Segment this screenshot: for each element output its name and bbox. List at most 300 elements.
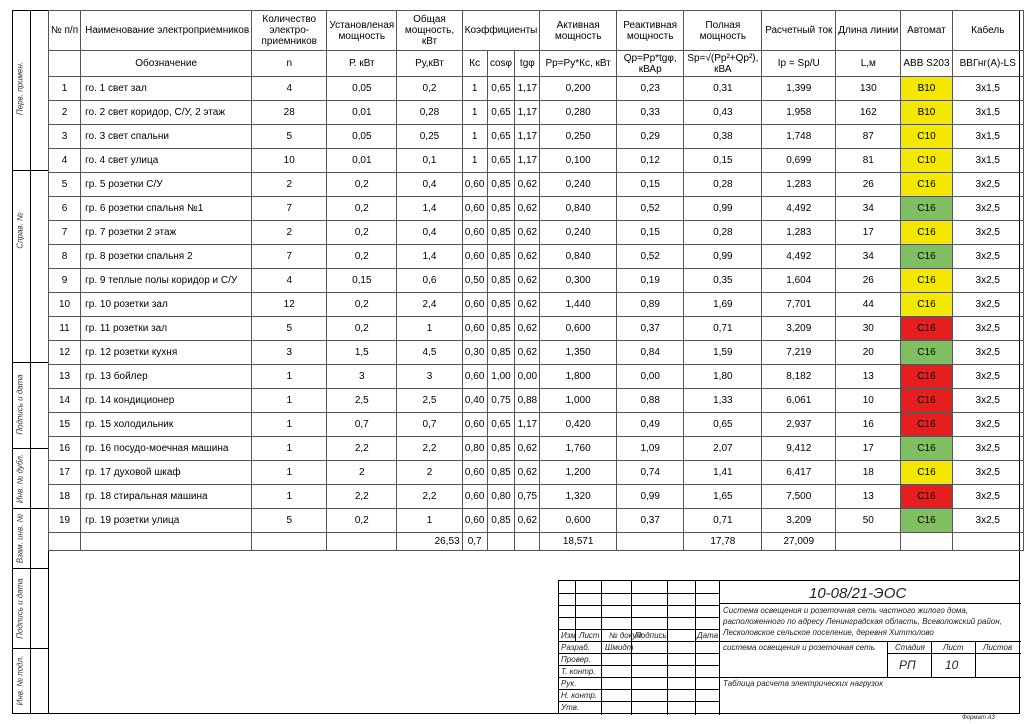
- row-total-power: 0,2: [397, 77, 462, 101]
- row-active-power: 0,280: [540, 101, 617, 125]
- row-name: го. 2 свет коридор, С/У, 2 этаж: [81, 101, 252, 125]
- hdr-breaker: Автомат: [901, 11, 952, 51]
- row-cos: 0,65: [487, 149, 515, 173]
- row-current: 1,748: [762, 125, 836, 149]
- stamp-head-signature: Подпись: [635, 631, 667, 640]
- row-full-power: 0,71: [684, 509, 762, 533]
- row-current: 8,182: [762, 365, 836, 389]
- stamp-sheet-number: 10: [945, 658, 959, 672]
- table-row: [49, 485, 1024, 509]
- row-num: 5: [49, 173, 81, 197]
- table-row: [49, 77, 1024, 101]
- row-name: гр. 8 розетки спальня 2: [81, 245, 252, 269]
- row-cos: 0,75: [487, 389, 515, 413]
- row-cos: 0,85: [487, 317, 515, 341]
- total-empty: [487, 533, 515, 551]
- row-kc: 0,30: [462, 341, 487, 365]
- margin-label-dup-inv: Инв. № дубл.: [15, 453, 25, 504]
- row-breaker: C16: [901, 245, 952, 269]
- row-kc: 0,60: [462, 485, 487, 509]
- row-name: гр. 7 розетки 2 этаж: [81, 221, 252, 245]
- row-name: гр. 6 розетки спальня №1: [81, 197, 252, 221]
- row-qty: 7: [252, 245, 327, 269]
- row-total-power: 2,2: [397, 485, 462, 509]
- row-kc: 0,60: [462, 413, 487, 437]
- row-active-power: 0,240: [540, 173, 617, 197]
- row-qty: 1: [252, 389, 327, 413]
- hdr2-n: n: [252, 51, 327, 77]
- hdr2-cable-type: ВВГнг(А)-LS: [952, 51, 1023, 77]
- row-reactive-power: 0,52: [616, 197, 683, 221]
- row-full-power: 1,41: [684, 461, 762, 485]
- row-num: 3: [49, 125, 81, 149]
- row-current: 1,604: [762, 269, 836, 293]
- row-kc: 1: [462, 149, 487, 173]
- row-full-power: 0,31: [684, 77, 762, 101]
- row-full-power: 1,33: [684, 389, 762, 413]
- row-length: 10: [836, 389, 901, 413]
- row-num: 11: [49, 317, 81, 341]
- row-current: 6,417: [762, 461, 836, 485]
- row-kc: 1: [462, 101, 487, 125]
- table-row: [49, 269, 1024, 293]
- row-cable: 3х1,5: [952, 77, 1023, 101]
- row-kc: 0,60: [462, 221, 487, 245]
- row-cos: 0,85: [487, 173, 515, 197]
- row-reactive-power: 0,37: [616, 509, 683, 533]
- row-reactive-power: 0,84: [616, 341, 683, 365]
- row-breaker: B10: [901, 77, 952, 101]
- row-breaker: C16: [901, 269, 952, 293]
- row-reactive-power: 0,37: [616, 317, 683, 341]
- row-total-power: 0,7: [397, 413, 462, 437]
- total-pp: 18,571: [540, 533, 617, 551]
- row-name: гр. 10 розетки зал: [81, 293, 252, 317]
- row-breaker: C16: [901, 293, 952, 317]
- total-kc: 0,7: [462, 533, 487, 551]
- stamp-head-change: Изм: [561, 631, 576, 640]
- row-total-power: 2,2: [397, 437, 462, 461]
- row-breaker: B10: [901, 101, 952, 125]
- row-name: гр. 17 духовой шкаф: [81, 461, 252, 485]
- hdr2-tg: tgφ: [515, 51, 540, 77]
- row-cos: 0,65: [487, 101, 515, 125]
- total-sp: 17,78: [684, 533, 762, 551]
- row-num: 15: [49, 413, 81, 437]
- row-length: 130: [836, 77, 901, 101]
- row-current: 1,283: [762, 173, 836, 197]
- row-qty: 5: [252, 317, 327, 341]
- row-qty: 1: [252, 413, 327, 437]
- hdr-name: Наименование электроприемников: [81, 11, 252, 51]
- hdr-num: № п/п: [49, 11, 81, 51]
- row-length: 13: [836, 365, 901, 389]
- row-cable: 3х2,5: [952, 221, 1023, 245]
- row-name: гр. 12 розетки кухня: [81, 341, 252, 365]
- row-cable: 3х2,5: [952, 365, 1023, 389]
- row-installed-power: 2,2: [327, 437, 397, 461]
- row-installed-power: 0,2: [327, 221, 397, 245]
- row-total-power: 1: [397, 317, 462, 341]
- row-current: 1,399: [762, 77, 836, 101]
- row-installed-power: 0,7: [327, 413, 397, 437]
- row-tg: 0,62: [515, 197, 540, 221]
- header-row-1: [49, 11, 1024, 51]
- row-reactive-power: 0,15: [616, 221, 683, 245]
- row-length: 87: [836, 125, 901, 149]
- row-active-power: 1,800: [540, 365, 617, 389]
- stamp-sheets-head: Листов: [983, 643, 1013, 652]
- row-cable: 3х1,5: [952, 101, 1023, 125]
- row-active-power: 0,300: [540, 269, 617, 293]
- row-tg: 0,62: [515, 509, 540, 533]
- row-cable: 3х1,5: [952, 149, 1023, 173]
- row-num: 9: [49, 269, 81, 293]
- row-total-power: 1,4: [397, 245, 462, 269]
- total-empty: [836, 533, 901, 551]
- row-name: гр. 14 кондиционер: [81, 389, 252, 413]
- hdr-installed-power: Установленая мощность: [327, 11, 397, 51]
- row-total-power: 0,25: [397, 125, 462, 149]
- row-breaker: C16: [901, 389, 952, 413]
- row-name: го. 1 свет зал: [81, 77, 252, 101]
- row-length: 81: [836, 149, 901, 173]
- row-full-power: 0,15: [684, 149, 762, 173]
- row-num: 13: [49, 365, 81, 389]
- row-name: гр. 18 стиральная машина: [81, 485, 252, 509]
- row-cable: 3х2,5: [952, 437, 1023, 461]
- row-tg: 1,17: [515, 413, 540, 437]
- row-full-power: 1,65: [684, 485, 762, 509]
- row-kc: 0,60: [462, 173, 487, 197]
- row-qty: 2: [252, 221, 327, 245]
- row-kc: 1: [462, 77, 487, 101]
- row-reactive-power: 0,99: [616, 485, 683, 509]
- row-tg: 0,62: [515, 221, 540, 245]
- row-breaker: C16: [901, 509, 952, 533]
- row-num: 16: [49, 437, 81, 461]
- row-installed-power: 0,2: [327, 293, 397, 317]
- row-cable: 3х2,5: [952, 389, 1023, 413]
- table-row: [49, 245, 1024, 269]
- total-empty: [952, 533, 1023, 551]
- row-breaker: C16: [901, 317, 952, 341]
- row-tg: 1,17: [515, 101, 540, 125]
- row-kc: 1: [462, 125, 487, 149]
- row-active-power: 1,440: [540, 293, 617, 317]
- row-active-power: 1,350: [540, 341, 617, 365]
- row-current: 4,492: [762, 197, 836, 221]
- row-tg: 1,17: [515, 125, 540, 149]
- hdr-full-power: Полная мощность: [684, 11, 762, 51]
- row-installed-power: 0,2: [327, 197, 397, 221]
- totals-row: [49, 533, 1024, 551]
- row-total-power: 0,4: [397, 221, 462, 245]
- row-qty: 1: [252, 437, 327, 461]
- total-empty: [515, 533, 540, 551]
- row-name: гр. 15 холодильник: [81, 413, 252, 437]
- table-row: [49, 149, 1024, 173]
- row-total-power: 0,6: [397, 269, 462, 293]
- stamp-head-date: Дата: [697, 631, 719, 640]
- row-reactive-power: 0,12: [616, 149, 683, 173]
- row-num: 12: [49, 341, 81, 365]
- row-kc: 0,60: [462, 461, 487, 485]
- row-active-power: 0,600: [540, 317, 617, 341]
- row-installed-power: 0,2: [327, 509, 397, 533]
- row-qty: 3: [252, 341, 327, 365]
- row-active-power: 0,200: [540, 77, 617, 101]
- row-num: 18: [49, 485, 81, 509]
- row-cos: 0,85: [487, 437, 515, 461]
- table-row: [49, 317, 1024, 341]
- row-cos: 1,00: [487, 365, 515, 389]
- row-installed-power: 0,01: [327, 149, 397, 173]
- row-reactive-power: 0,49: [616, 413, 683, 437]
- row-length: 30: [836, 317, 901, 341]
- stamp-stage: РП: [899, 658, 916, 672]
- row-length: 17: [836, 221, 901, 245]
- row-reactive-power: 0,33: [616, 101, 683, 125]
- row-cos: 0,85: [487, 509, 515, 533]
- margin-label-sign-date-2: Подпись и дата: [15, 578, 25, 639]
- row-installed-power: 2,2: [327, 485, 397, 509]
- stamp-developer-name: Шмидт: [605, 643, 634, 652]
- row-length: 162: [836, 101, 901, 125]
- row-cos: 0,65: [487, 77, 515, 101]
- row-current: 7,701: [762, 293, 836, 317]
- stamp-role-head: Рук.: [561, 679, 577, 688]
- total-empty: [252, 533, 327, 551]
- row-num: 6: [49, 197, 81, 221]
- row-total-power: 0,28: [397, 101, 462, 125]
- row-current: 7,500: [762, 485, 836, 509]
- row-tg: 0,62: [515, 173, 540, 197]
- row-breaker: C16: [901, 461, 952, 485]
- row-reactive-power: 0,74: [616, 461, 683, 485]
- row-cos: 0,85: [487, 245, 515, 269]
- row-qty: 4: [252, 77, 327, 101]
- row-current: 3,209: [762, 317, 836, 341]
- row-name: гр. 19 розетки улица: [81, 509, 252, 533]
- row-num: 4: [49, 149, 81, 173]
- total-empty: [901, 533, 952, 551]
- row-installed-power: 2,5: [327, 389, 397, 413]
- row-total-power: 2,4: [397, 293, 462, 317]
- total-empty: [616, 533, 683, 551]
- row-kc: 0,60: [462, 293, 487, 317]
- hdr2-qp: Qр=Рр*tgφ, кВАр: [616, 51, 683, 77]
- hdr2-py: Ру,кВт: [397, 51, 462, 77]
- hdr-cable: Кабель: [952, 11, 1023, 51]
- total-py: 26,53: [397, 533, 462, 551]
- row-tg: 0,62: [515, 437, 540, 461]
- row-reactive-power: 0,15: [616, 173, 683, 197]
- row-tg: 0,62: [515, 269, 540, 293]
- row-reactive-power: 0,89: [616, 293, 683, 317]
- total-empty: [49, 533, 81, 551]
- row-tg: 0,62: [515, 341, 540, 365]
- row-cable: 3х1,5: [952, 125, 1023, 149]
- row-current: 7,219: [762, 341, 836, 365]
- row-length: 17: [836, 437, 901, 461]
- stamp-head-sheet: Лист: [579, 631, 600, 640]
- row-qty: 1: [252, 365, 327, 389]
- stamp-description: Система освещения и розеточная сеть частного жилого дома, расположенного по адресу Ленинградская область, Всеволожский район, Лесколовское сельское поселение, деревня Хиттолово: [723, 606, 1002, 637]
- row-full-power: 0,43: [684, 101, 762, 125]
- row-active-power: 1,760: [540, 437, 617, 461]
- row-cos: 0,65: [487, 413, 515, 437]
- hdr-qty: Количество электро-приемников: [252, 11, 327, 51]
- row-name: гр. 11 розетки зал: [81, 317, 252, 341]
- hdr2-pp: Рр=Ру*Кс, кВт: [540, 51, 617, 77]
- row-kc: 0,60: [462, 365, 487, 389]
- stamp-table-title: Таблица расчета электрических нагрузок: [723, 679, 884, 688]
- row-current: 3,209: [762, 509, 836, 533]
- stamp-stage-head: Стадия: [895, 643, 925, 652]
- row-breaker: C16: [901, 341, 952, 365]
- row-tg: 0,62: [515, 245, 540, 269]
- hdr2-kc: Кс: [462, 51, 487, 77]
- hdr-line-length: Длина линии: [836, 11, 901, 51]
- hdr2-ip: Iр = Sр/U: [762, 51, 836, 77]
- row-tg: 0,62: [515, 461, 540, 485]
- row-installed-power: 0,01: [327, 101, 397, 125]
- hdr-active-power: Активная мощность: [540, 11, 617, 51]
- row-breaker: C10: [901, 125, 952, 149]
- total-empty: [81, 533, 252, 551]
- stamp-role-norm-control: Н. контр.: [561, 691, 598, 700]
- row-cable: 3х2,5: [952, 293, 1023, 317]
- stamp-role-checked: Провер.: [561, 655, 591, 664]
- row-current: 9,412: [762, 437, 836, 461]
- row-cos: 0,85: [487, 197, 515, 221]
- row-reactive-power: 0,52: [616, 245, 683, 269]
- table-row: [49, 341, 1024, 365]
- row-cos: 0,65: [487, 125, 515, 149]
- row-current: 4,492: [762, 245, 836, 269]
- table-row: [49, 509, 1024, 533]
- row-installed-power: 0,2: [327, 245, 397, 269]
- row-cable: 3х2,5: [952, 341, 1023, 365]
- row-qty: 7: [252, 197, 327, 221]
- header-row-2: [49, 51, 1024, 77]
- row-kc: 0,60: [462, 317, 487, 341]
- row-tg: 0,88: [515, 389, 540, 413]
- row-cos: 0,85: [487, 461, 515, 485]
- row-cable: 3х2,5: [952, 173, 1023, 197]
- row-length: 18: [836, 461, 901, 485]
- hdr2-empty: [49, 51, 81, 77]
- table-row: [49, 365, 1024, 389]
- row-qty: 10: [252, 149, 327, 173]
- row-breaker: C16: [901, 437, 952, 461]
- row-reactive-power: 1,09: [616, 437, 683, 461]
- margin-label-ref-no: Справ. №: [15, 212, 25, 249]
- row-full-power: 0,99: [684, 197, 762, 221]
- row-installed-power: 0,2: [327, 317, 397, 341]
- row-reactive-power: 0,19: [616, 269, 683, 293]
- row-installed-power: 0,15: [327, 269, 397, 293]
- row-total-power: 0,1: [397, 149, 462, 173]
- row-length: 26: [836, 173, 901, 197]
- row-num: 7: [49, 221, 81, 245]
- row-total-power: 2,5: [397, 389, 462, 413]
- row-cable: 3х2,5: [952, 413, 1023, 437]
- row-cos: 0,85: [487, 269, 515, 293]
- row-num: 19: [49, 509, 81, 533]
- row-tg: 0,00: [515, 365, 540, 389]
- total-empty: [327, 533, 397, 551]
- row-qty: 5: [252, 509, 327, 533]
- row-reactive-power: 0,88: [616, 389, 683, 413]
- row-current: 6,061: [762, 389, 836, 413]
- row-full-power: 0,35: [684, 269, 762, 293]
- table-row: [49, 197, 1024, 221]
- row-full-power: 0,38: [684, 125, 762, 149]
- row-breaker: C16: [901, 221, 952, 245]
- row-kc: 0,80: [462, 437, 487, 461]
- row-cable: 3х2,5: [952, 509, 1023, 533]
- row-qty: 1: [252, 461, 327, 485]
- row-qty: 2: [252, 173, 327, 197]
- row-length: 50: [836, 509, 901, 533]
- row-tg: 0,62: [515, 317, 540, 341]
- row-name: гр. 5 розетки С/У: [81, 173, 252, 197]
- row-installed-power: 2: [327, 461, 397, 485]
- row-num: 8: [49, 245, 81, 269]
- row-full-power: 0,28: [684, 221, 762, 245]
- stamp-head-docnum: № докум: [609, 631, 643, 640]
- row-active-power: 1,200: [540, 461, 617, 485]
- stamp-sheet-head: Лист: [943, 643, 964, 652]
- sheet-format: Формат А3: [962, 715, 995, 721]
- margin-label-sign-date-1: Подпись и дата: [15, 374, 25, 435]
- row-full-power: 1,80: [684, 365, 762, 389]
- row-qty: 5: [252, 125, 327, 149]
- row-length: 16: [836, 413, 901, 437]
- title-block: [558, 580, 1020, 714]
- row-cos: 0,85: [487, 341, 515, 365]
- row-length: 34: [836, 245, 901, 269]
- row-qty: 1: [252, 485, 327, 509]
- row-kc: 0,40: [462, 389, 487, 413]
- row-num: 14: [49, 389, 81, 413]
- row-name: гр. 13 бойлер: [81, 365, 252, 389]
- row-breaker: C16: [901, 365, 952, 389]
- row-installed-power: 0,2: [327, 173, 397, 197]
- row-tg: 0,75: [515, 485, 540, 509]
- row-kc: 0,60: [462, 509, 487, 533]
- margin-label-first-use: Перв. примен.: [15, 61, 25, 116]
- row-cable: 3х2,5: [952, 317, 1023, 341]
- hdr2-designation: Обозначение: [81, 51, 252, 77]
- row-reactive-power: 0,00: [616, 365, 683, 389]
- load-calculation-table: [48, 10, 1024, 551]
- row-active-power: 0,840: [540, 197, 617, 221]
- row-cable: 3х2,5: [952, 197, 1023, 221]
- row-num: 17: [49, 461, 81, 485]
- hdr-coefficients: Коэффициенты: [462, 11, 540, 51]
- row-cable: 3х2,5: [952, 245, 1023, 269]
- row-tg: 1,17: [515, 149, 540, 173]
- row-total-power: 0,4: [397, 173, 462, 197]
- row-name: гр. 9 теплые полы коридор и С/У: [81, 269, 252, 293]
- hdr2-l: L,м: [836, 51, 901, 77]
- hdr-total-power: Общая мощность, кВт: [397, 11, 462, 51]
- stamp-doc-code: 10-08/21-ЭОС: [809, 585, 907, 602]
- row-length: 34: [836, 197, 901, 221]
